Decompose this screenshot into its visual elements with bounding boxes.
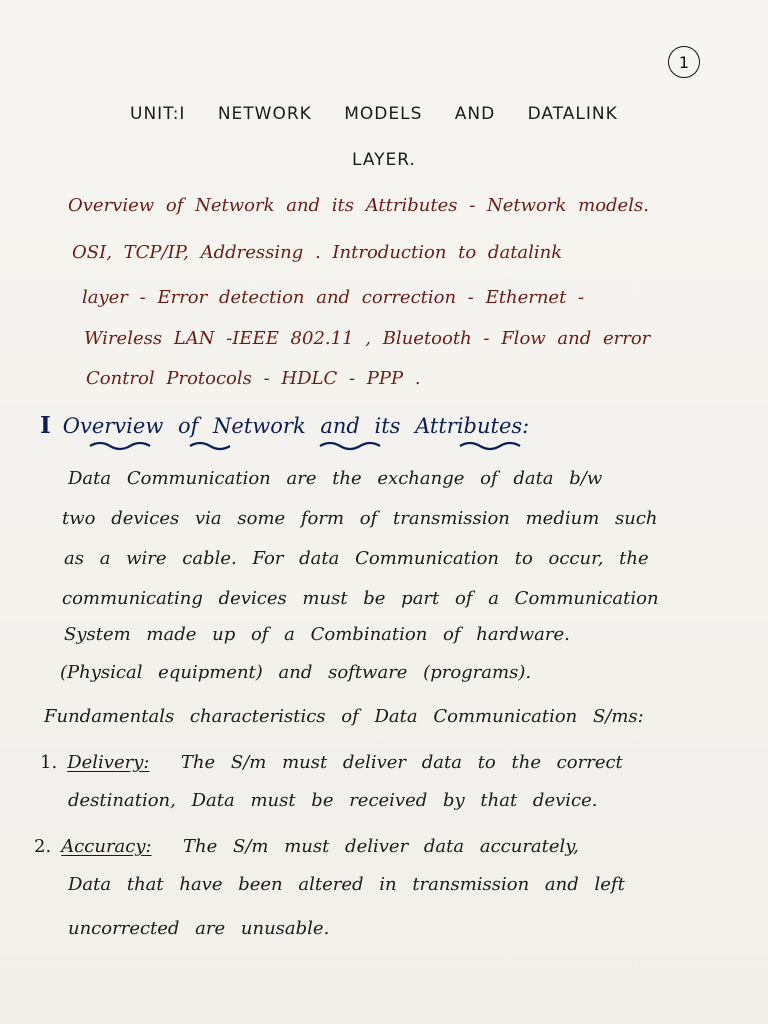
page-number-text: 1 bbox=[678, 52, 690, 72]
fundamentals-heading: Fundamentals characteristics of Data Communication S/ms: bbox=[44, 706, 644, 727]
syllabus-line-4: Wireless LAN -IEEE 802.11 , Bluetooth - Flow and error bbox=[84, 328, 651, 349]
section-numeral: I bbox=[40, 412, 51, 439]
point-1-term: Delivery: bbox=[67, 752, 150, 773]
point-2-number: 2. bbox=[34, 836, 52, 857]
section-heading-text: Overview of Network and its Attributes: bbox=[62, 414, 530, 438]
section-heading bbox=[40, 412, 529, 439]
syllabus-line-5: Control Protocols - HDLC - PPP . bbox=[86, 368, 421, 389]
point-2-text-1: The S/m must deliver data accurately, bbox=[183, 836, 579, 857]
syllabus-line-1: Overview of Network and its Attributes - Network models. bbox=[68, 195, 649, 216]
point-2-line-2: Data that have been altered in transmission and left bbox=[68, 874, 625, 895]
paragraph-line-2: two devices via some form of transmission medium such bbox=[62, 508, 658, 529]
point-2-line-1 bbox=[34, 836, 579, 857]
point-1-number: 1. bbox=[40, 752, 58, 773]
paragraph-line-1: Data Communication are the exchange of data b/w bbox=[68, 468, 603, 489]
heading-underline-squiggle bbox=[80, 438, 620, 454]
syllabus-line-3: layer - Error detection and correction - Ethernet - bbox=[82, 287, 585, 308]
point-1-line-1 bbox=[40, 752, 623, 773]
paragraph-line-4: communicating devices must be part of a Communication bbox=[62, 588, 659, 609]
paragraph-line-5: System made up of a Combination of hardware. bbox=[64, 624, 570, 645]
paragraph-line-3: as a wire cable. For data Communication to occur, the bbox=[64, 548, 649, 569]
syllabus-line-2: OSI, TCP/IP, Addressing . Introduction to datalink bbox=[72, 242, 563, 263]
page-number bbox=[668, 46, 700, 78]
unit-title-line-2: LAYER. bbox=[352, 150, 416, 170]
point-2-term: Accuracy: bbox=[61, 836, 152, 857]
point-1-line-2: destination, Data must be received by that device. bbox=[68, 790, 598, 811]
unit-title-line-1: UNIT:I NETWORK MODELS AND DATALINK bbox=[130, 104, 618, 124]
paragraph-line-6: (Physical equipment) and software (programs). bbox=[60, 662, 532, 683]
point-2-line-3: uncorrected are unusable. bbox=[68, 918, 330, 939]
point-1-text-1: The S/m must deliver data to the correct bbox=[180, 752, 623, 773]
